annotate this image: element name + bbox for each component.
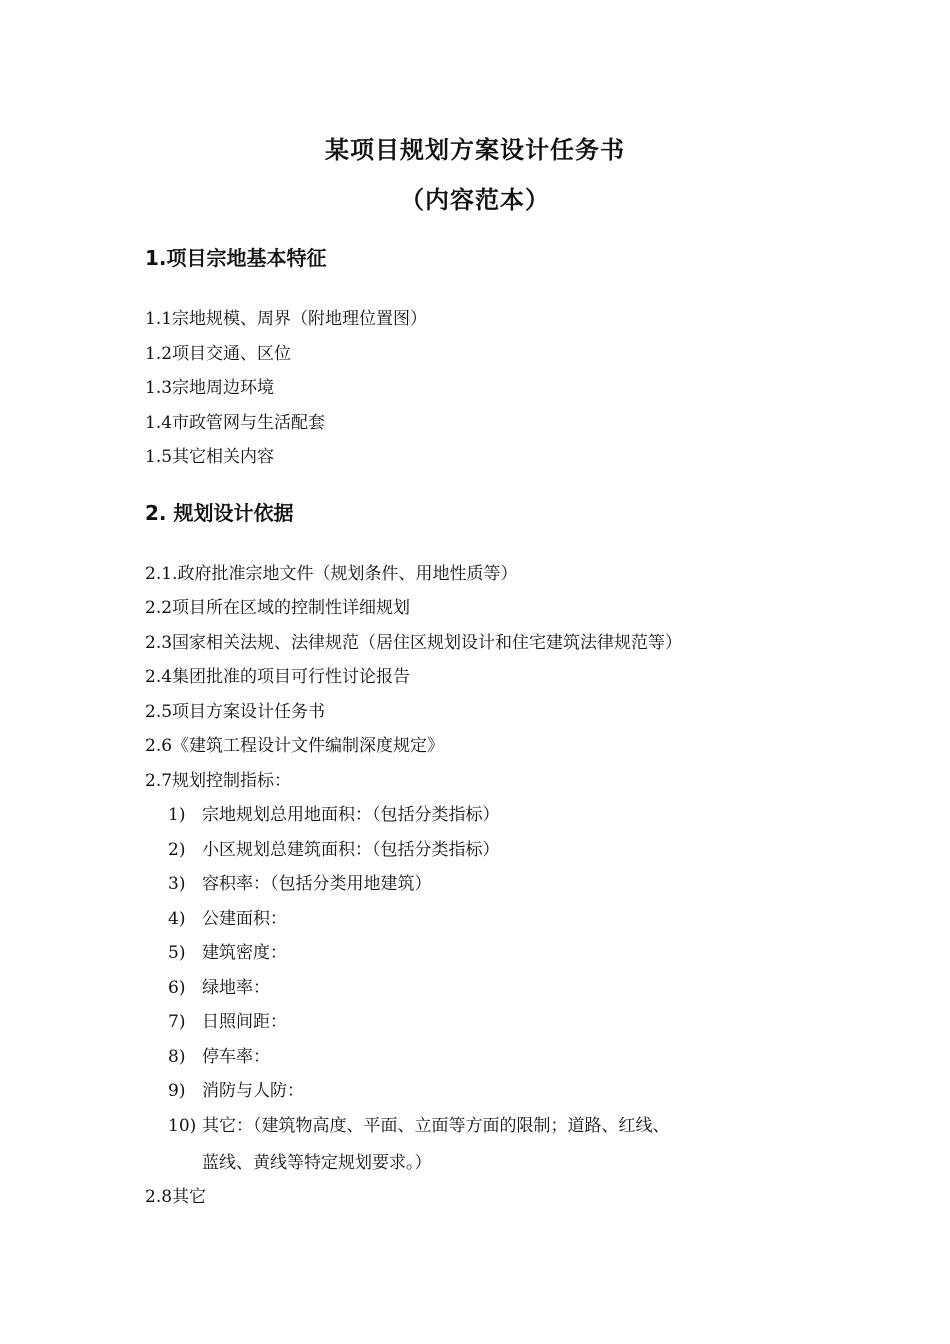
indicator-item [168, 1010, 287, 1034]
list-item: 2.1.政府批准宗地文件（规划条件、用地性质等） [145, 564, 518, 584]
indicator-text: 消防与人防： [202, 1081, 304, 1101]
indicator-text: 小区规划总建筑面积：（包括分类指标） [202, 840, 500, 860]
indicator-item [168, 803, 500, 827]
indicator-text: 容积率：（包括分类用地建筑） [202, 874, 432, 894]
list-item: 1.3宗地周边环境 [145, 378, 275, 398]
indicator-item [168, 907, 287, 931]
section-2-heading: 2. 规划设计依据 [145, 501, 294, 525]
indicator-text: 其它：（建筑物高度、平面、立面等方面的限制；道路、红线、 [202, 1116, 670, 1136]
indicator-number: 3) [168, 874, 186, 894]
list-item: 1.1宗地规模、周界（附地理位置图） [145, 309, 428, 329]
indicator-number: 2) [168, 840, 186, 860]
indicator-number: 4) [168, 909, 186, 929]
indicator-text: 建筑密度： [202, 943, 287, 963]
indicator-text: 绿地率： [202, 978, 270, 998]
list-item: 1.5其它相关内容 [145, 447, 275, 467]
indicator-number: 5) [168, 943, 186, 963]
indicator-number: 10) [168, 1116, 197, 1136]
indicator-text: 宗地规划总用地面积：（包括分类指标） [202, 805, 500, 825]
indicator-number: 7) [168, 1012, 186, 1032]
list-item: 2.8其它 [145, 1187, 207, 1207]
indicator-number: 1) [168, 805, 186, 825]
list-item: 2.6《建筑工程设计文件编制深度规定》 [145, 736, 445, 756]
document-title: 某项目规划方案设计任务书 [325, 136, 625, 164]
indicator-text: 停车率： [202, 1047, 270, 1067]
list-item: 2.3国家相关法规、法律规范（居住区规划设计和住宅建筑法律规范等） [145, 633, 683, 653]
list-item: 1.2项目交通、区位 [145, 344, 292, 364]
indicator-text: 日照间距： [202, 1012, 287, 1032]
document-subtitle: （内容范本） [400, 186, 550, 214]
list-item: 1.4市政管网与生活配套 [145, 413, 326, 433]
indicator-continuation: 蓝线、黄线等特定规划要求。） [202, 1153, 432, 1173]
indicator-item [168, 976, 270, 1000]
list-item: 2.7规划控制指标： [145, 771, 292, 791]
indicator-item [168, 872, 432, 896]
indicator-text: 公建面积： [202, 909, 287, 929]
section-1-heading: 1.项目宗地基本特征 [145, 246, 327, 270]
indicator-item [168, 1114, 670, 1138]
indicator-item [168, 838, 500, 862]
indicator-number: 9) [168, 1081, 186, 1101]
indicator-item [168, 941, 287, 965]
indicator-item [168, 1045, 270, 1069]
indicator-number: 8) [168, 1047, 186, 1067]
list-item: 2.4集团批准的项目可行性讨论报告 [145, 667, 411, 687]
list-item: 2.2项目所在区域的控制性详细规划 [145, 598, 411, 618]
list-item: 2.5项目方案设计任务书 [145, 702, 326, 722]
indicator-item [168, 1079, 304, 1103]
indicator-number: 6) [168, 978, 186, 998]
